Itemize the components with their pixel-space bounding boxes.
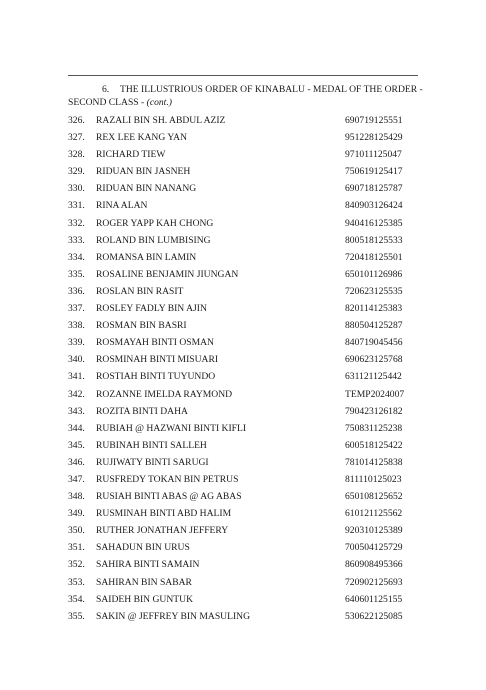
- entry-number: 341.: [68, 371, 85, 383]
- entry-id-number: 720418125501: [345, 251, 403, 263]
- entry-name: RUBIAH @ HAZWANI BINTI KIFLI: [96, 422, 247, 434]
- list-item: [68, 266, 428, 283]
- entry-id-number: 820114125383: [345, 303, 403, 315]
- list-item: [68, 420, 428, 437]
- entry-id-number: 720902125693: [345, 576, 403, 588]
- list-item: [68, 505, 428, 522]
- entry-name: ROSTIAH BINTI TUYUNDO: [96, 371, 216, 383]
- entry-id-number: 650101126986: [345, 268, 403, 280]
- entry-name: RINA ALAN: [96, 200, 148, 212]
- list-item: [68, 351, 428, 368]
- list-item: [68, 249, 428, 266]
- entry-id-number: 690719125551: [345, 115, 403, 126]
- list-item: [68, 215, 428, 232]
- entry-name: ROGER YAPP KAH CHONG: [96, 217, 214, 229]
- entry-name: ROMANSA BIN LAMIN: [96, 251, 197, 263]
- entry-id-number: 700504125729: [345, 542, 403, 554]
- list-item: [68, 608, 428, 625]
- entry-name: ROSALINE BENJAMIN JIUNGAN: [96, 268, 239, 280]
- list-item: [68, 539, 428, 556]
- entry-number: 348.: [68, 491, 85, 503]
- list-item: [68, 386, 428, 403]
- entry-number: 343.: [68, 405, 85, 417]
- section-title-line1: THE ILLUSTRIOUS ORDER OF KINABALU - MEDAL OF THE ORDER -: [120, 84, 423, 95]
- entry-number: 329.: [68, 166, 85, 178]
- entry-name: ROZANNE IMELDA RAYMOND: [96, 388, 233, 400]
- entry-number: 349.: [68, 508, 85, 520]
- entry-number: 328.: [68, 149, 85, 161]
- entry-id-number: 940416125385: [345, 217, 403, 229]
- entry-id-number: 690718125787: [345, 183, 403, 195]
- entry-name: RUBINAH BINTI SALLEH: [96, 439, 207, 451]
- entry-name: SAHIRAN BIN SABAR: [96, 576, 192, 588]
- entry-number: 337.: [68, 303, 85, 315]
- entry-name: ROSMAYAH BINTI OSMAN: [96, 337, 214, 349]
- entry-number: 342.: [68, 388, 85, 400]
- list-item: [68, 556, 428, 573]
- entry-name: ROSMINAH BINTI MISUARI: [96, 354, 219, 366]
- entry-name: RUTHER JONATHAN JEFFERY: [96, 525, 229, 537]
- entry-name: RIDUAN BIN NANANG: [96, 183, 197, 195]
- entry-id-number: TEMP2024007: [345, 388, 405, 400]
- entry-number: 326.: [68, 115, 85, 126]
- entry-number: 335.: [68, 268, 85, 280]
- entry-name: SAIDEH BIN GUNTUK: [96, 593, 193, 605]
- list-item: [68, 112, 428, 129]
- continued-label: (cont.): [146, 96, 172, 108]
- entry-name: ROSLEY FADLY BIN AJIN: [96, 303, 207, 315]
- entry-number: 331.: [68, 200, 85, 212]
- entry-number: 336.: [68, 285, 85, 297]
- section-title-line2: SECOND CLASS -: [68, 96, 147, 108]
- entry-id-number: 840903126424: [345, 200, 403, 212]
- entry-id-number: 650108125652: [345, 491, 403, 503]
- entry-number: 332.: [68, 217, 85, 229]
- section-number: 6.: [102, 84, 110, 95]
- entry-id-number: 610121125562: [345, 508, 403, 520]
- section-heading-line1: [68, 84, 423, 97]
- entry-id-number: 880504125287: [345, 320, 403, 332]
- list-item: [68, 591, 428, 608]
- entry-number: 327.: [68, 132, 85, 144]
- entry-name: ROZITA BINTI DAHA: [96, 405, 188, 417]
- entry-id-number: 640601125155: [345, 593, 403, 605]
- entry-number: 345.: [68, 439, 85, 451]
- list-item: [68, 403, 428, 420]
- list-item: [68, 232, 428, 249]
- entry-name: SAHADUN BIN URUS: [96, 542, 190, 554]
- entry-id-number: 690623125768: [345, 354, 403, 366]
- entry-number: 355.: [68, 610, 85, 622]
- entry-name: RIDUAN BIN JASNEH: [96, 166, 191, 178]
- entry-number: 333.: [68, 234, 85, 246]
- list-item: [68, 283, 428, 300]
- list-item: [68, 574, 428, 591]
- list-item: [68, 300, 428, 317]
- entry-name: RUSFREDY TOKAN BIN PETRUS: [96, 473, 239, 485]
- list-item: [68, 488, 428, 505]
- list-item: [68, 454, 428, 471]
- entry-name: RUJIWATY BINTI SARUGI: [96, 456, 209, 468]
- entry-name: RUSIAH BINTI ABAS @ AG ABAS: [96, 491, 242, 503]
- entry-name: RICHARD TIEW: [96, 149, 166, 161]
- entry-id-number: 720623125535: [345, 285, 403, 297]
- list-item: [68, 163, 428, 180]
- entry-number: 352.: [68, 559, 85, 571]
- entry-number: 339.: [68, 337, 85, 349]
- entry-name: ROSLAN BIN RASIT: [96, 285, 184, 297]
- entry-id-number: 840719045456: [345, 337, 403, 349]
- entry-number: 344.: [68, 422, 85, 434]
- list-item: [68, 129, 428, 146]
- section-heading: [68, 84, 423, 109]
- header-rule: [68, 75, 418, 76]
- entry-id-number: 790423126182: [345, 405, 403, 417]
- entry-number: 347.: [68, 473, 85, 485]
- list-item: [68, 471, 428, 488]
- entry-name: REX LEE KANG YAN: [96, 132, 188, 144]
- entry-number: 340.: [68, 354, 85, 366]
- list-item: [68, 334, 428, 351]
- entry-id-number: 860908495366: [345, 559, 403, 571]
- entry-name: ROSMAN BIN BASRI: [96, 320, 187, 332]
- entry-id-number: 971011125047: [345, 149, 402, 161]
- entry-number: 330.: [68, 183, 85, 195]
- entry-id-number: 951228125429: [345, 132, 403, 144]
- entry-name: ROLAND BIN LUMBISING: [96, 234, 211, 246]
- section-heading-line2: [68, 97, 420, 110]
- list-item: [68, 197, 428, 214]
- entry-id-number: 800518125533: [345, 234, 403, 246]
- entry-number: 351.: [68, 542, 85, 554]
- list-item: [68, 522, 428, 539]
- entry-number: 338.: [68, 320, 85, 332]
- list-item: [68, 146, 428, 163]
- entry-id-number: 750619125417: [345, 166, 403, 178]
- entry-number: 353.: [68, 576, 85, 588]
- entry-number: 354.: [68, 593, 85, 605]
- recipient-list: [68, 112, 428, 625]
- entry-name: RAZALI BIN SH. ABDUL AZIZ: [96, 115, 226, 126]
- entry-id-number: 781014125838: [345, 456, 403, 468]
- entry-id-number: 750831125238: [345, 422, 403, 434]
- entry-number: 334.: [68, 251, 85, 263]
- list-item: [68, 180, 428, 197]
- entry-id-number: 600518125422: [345, 439, 403, 451]
- entry-id-number: 631121125442: [345, 371, 402, 383]
- list-item: [68, 437, 428, 454]
- entry-number: 350.: [68, 525, 85, 537]
- entry-name: SAKIN @ JEFFREY BIN MASULING: [96, 610, 250, 622]
- entry-id-number: 530622125085: [345, 610, 403, 622]
- entry-number: 346.: [68, 456, 85, 468]
- entry-id-number: 920310125389: [345, 525, 403, 537]
- list-item: [68, 368, 428, 385]
- entry-id-number: 811110125023: [345, 473, 402, 485]
- entry-name: SAHIRA BINTI SAMAIN: [96, 559, 200, 571]
- list-item: [68, 317, 428, 334]
- entry-name: RUSMINAH BINTI ABD HALIM: [96, 508, 232, 520]
